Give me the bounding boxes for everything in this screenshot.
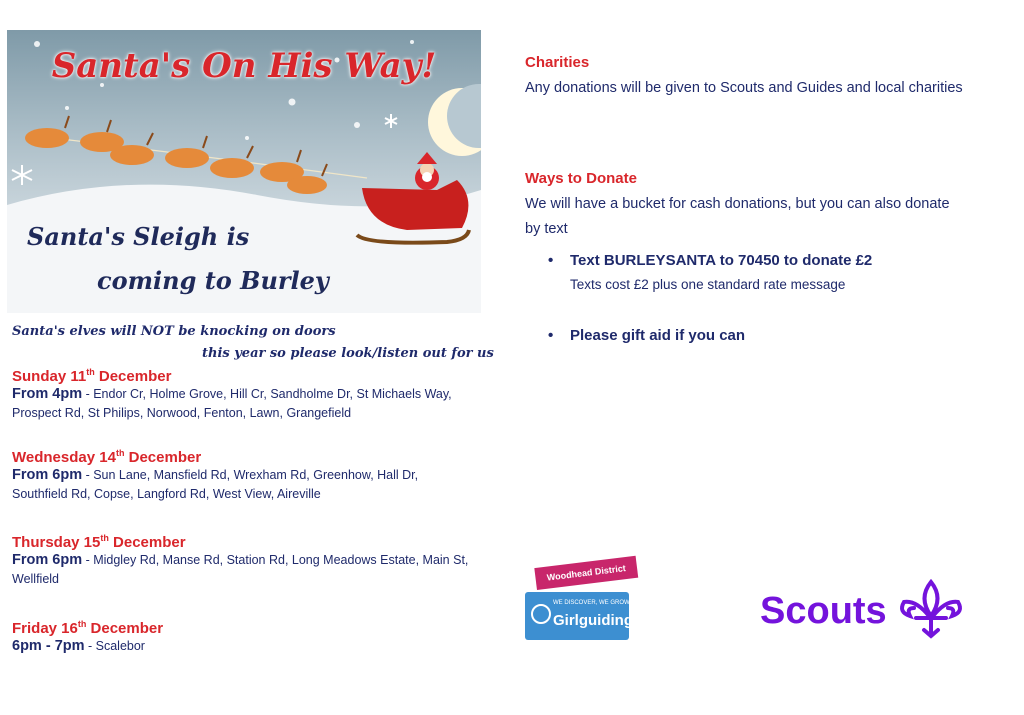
gift-aid-bullet: • Please gift aid if you can xyxy=(570,327,745,344)
schedule-route: From 6pm - Sun Lane, Mansfield Rd, Wrexham Rd, Greenhow, Hall Dr, Southfield Rd, Copse, Langford Rd, West View, Aireville xyxy=(12,467,419,501)
banner-subtitle-line1: Santa's Sleigh is xyxy=(27,222,250,251)
girlguiding-badge xyxy=(525,592,633,640)
moon-icon xyxy=(428,84,481,156)
charities-heading: Charities xyxy=(525,54,590,71)
elves-note-line1: Santa's elves will NOT be knocking on doors xyxy=(12,324,336,339)
donate-bullet-text: • Text BURLEYSANTA to 70450 to donate £2 xyxy=(570,252,872,269)
schedule-day-heading: Wednesday 14th December xyxy=(12,448,202,466)
donate-heading: Ways to Donate xyxy=(525,170,637,187)
trefoil-icon xyxy=(531,604,551,624)
scouts-logo-text: Scouts xyxy=(760,590,887,632)
girlguiding-name: Girlguiding xyxy=(553,612,633,629)
girlguiding-district-tag: Woodhead District xyxy=(534,556,638,590)
santa-banner-image xyxy=(7,30,481,313)
banner-subtitle-line2: coming to Burley xyxy=(97,266,329,295)
schedule-item xyxy=(12,533,472,589)
elves-note-line2: this year so please look/listen out for us xyxy=(202,346,494,361)
schedule-day-heading: Sunday 11th December xyxy=(12,367,172,385)
banner-title: Santa's On His Way! xyxy=(51,46,437,86)
reindeer-group xyxy=(25,128,327,194)
schedule-route: From 4pm - Endor Cr, Holme Grove, Hill Cr, Sandholme Dr, St Michaels Way, Prospect Rd, St Philips, Norwood, Fenton, Lawn, Grangefield xyxy=(12,386,452,420)
fleur-de-lis-icon xyxy=(896,578,966,640)
schedule-item xyxy=(12,367,472,423)
schedule-day-heading: Friday 16th December xyxy=(12,619,164,637)
girlguiding-logo xyxy=(525,563,641,643)
schedule-day-heading: Thursday 15th December xyxy=(12,533,186,551)
donate-text: We will have a bucket for cash donations, but you can also donate by text xyxy=(525,196,950,237)
charities-text: Any donations will be given to Scouts and Guides and local charities xyxy=(525,80,963,96)
schedule-route: From 6pm - Midgley Rd, Manse Rd, Station Rd, Long Meadows Estate, Main St, Wellfield xyxy=(12,552,469,586)
schedule-item xyxy=(12,619,472,656)
donate-bullet-note: Texts cost £2 plus one standard rate message xyxy=(570,277,846,292)
girlguiding-tagline: WE DISCOVER, WE GROW xyxy=(553,600,630,606)
schedule-item xyxy=(12,448,472,504)
schedule-route: 6pm - 7pm - Scalebor xyxy=(12,638,145,654)
